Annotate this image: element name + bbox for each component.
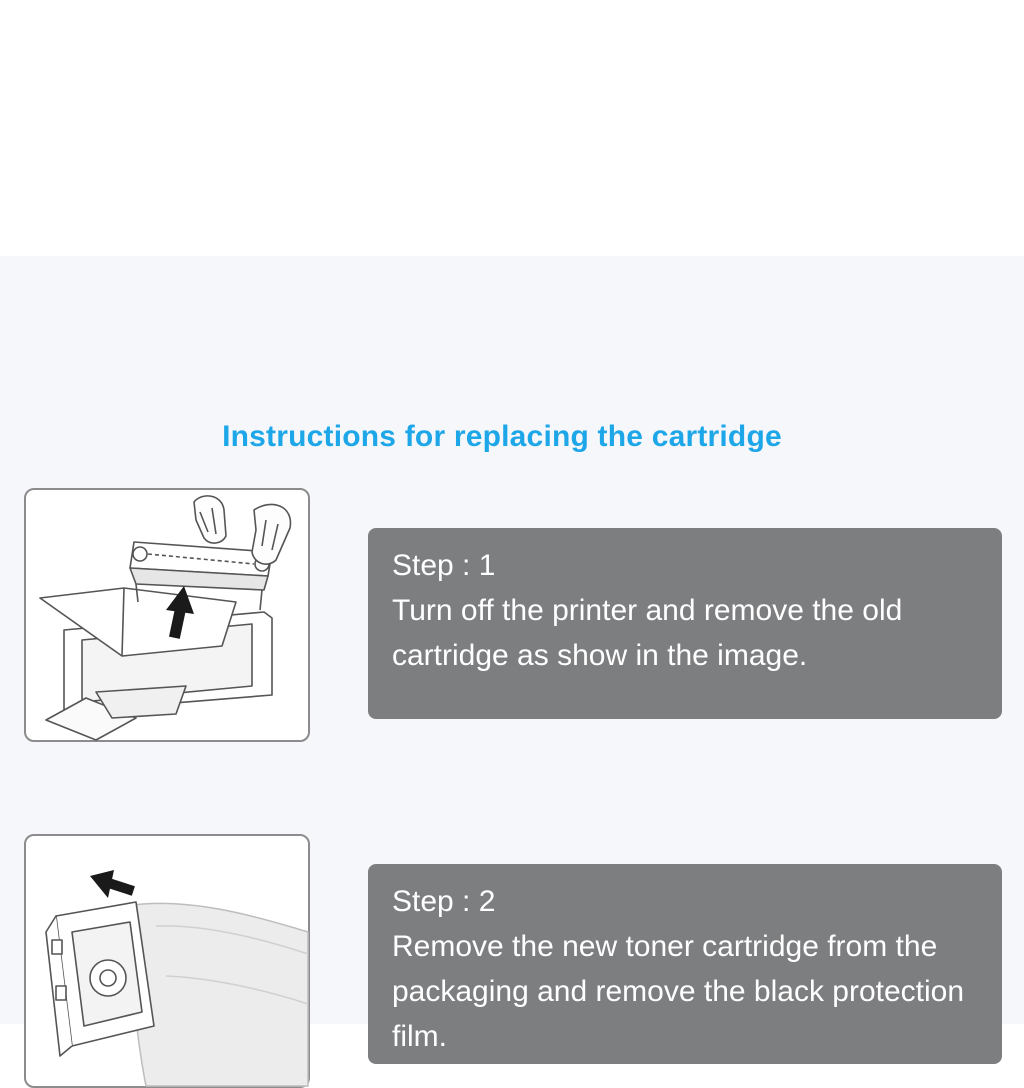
step-2-image <box>24 834 310 1088</box>
toner-cartridge-unpacking-illustration-icon <box>26 836 308 1086</box>
step-1-image <box>24 488 310 742</box>
printer-cartridge-removal-illustration-icon <box>26 490 308 740</box>
page-title: Instructions for replacing the cartridge <box>222 420 782 453</box>
step-1-text: Turn off the printer and remove the old cartridge as show in the image. <box>392 594 903 672</box>
step-1-card <box>368 528 1002 719</box>
step-2-card <box>368 864 1002 1064</box>
top-blank-area <box>0 0 1024 256</box>
instructions-section <box>0 256 1024 1053</box>
step-2-text: Remove the new toner cartridge from the packaging and remove the black protection film. <box>392 930 965 1053</box>
step-1-label: Step : 1 <box>392 549 496 582</box>
step-2-label: Step : 2 <box>392 885 496 918</box>
